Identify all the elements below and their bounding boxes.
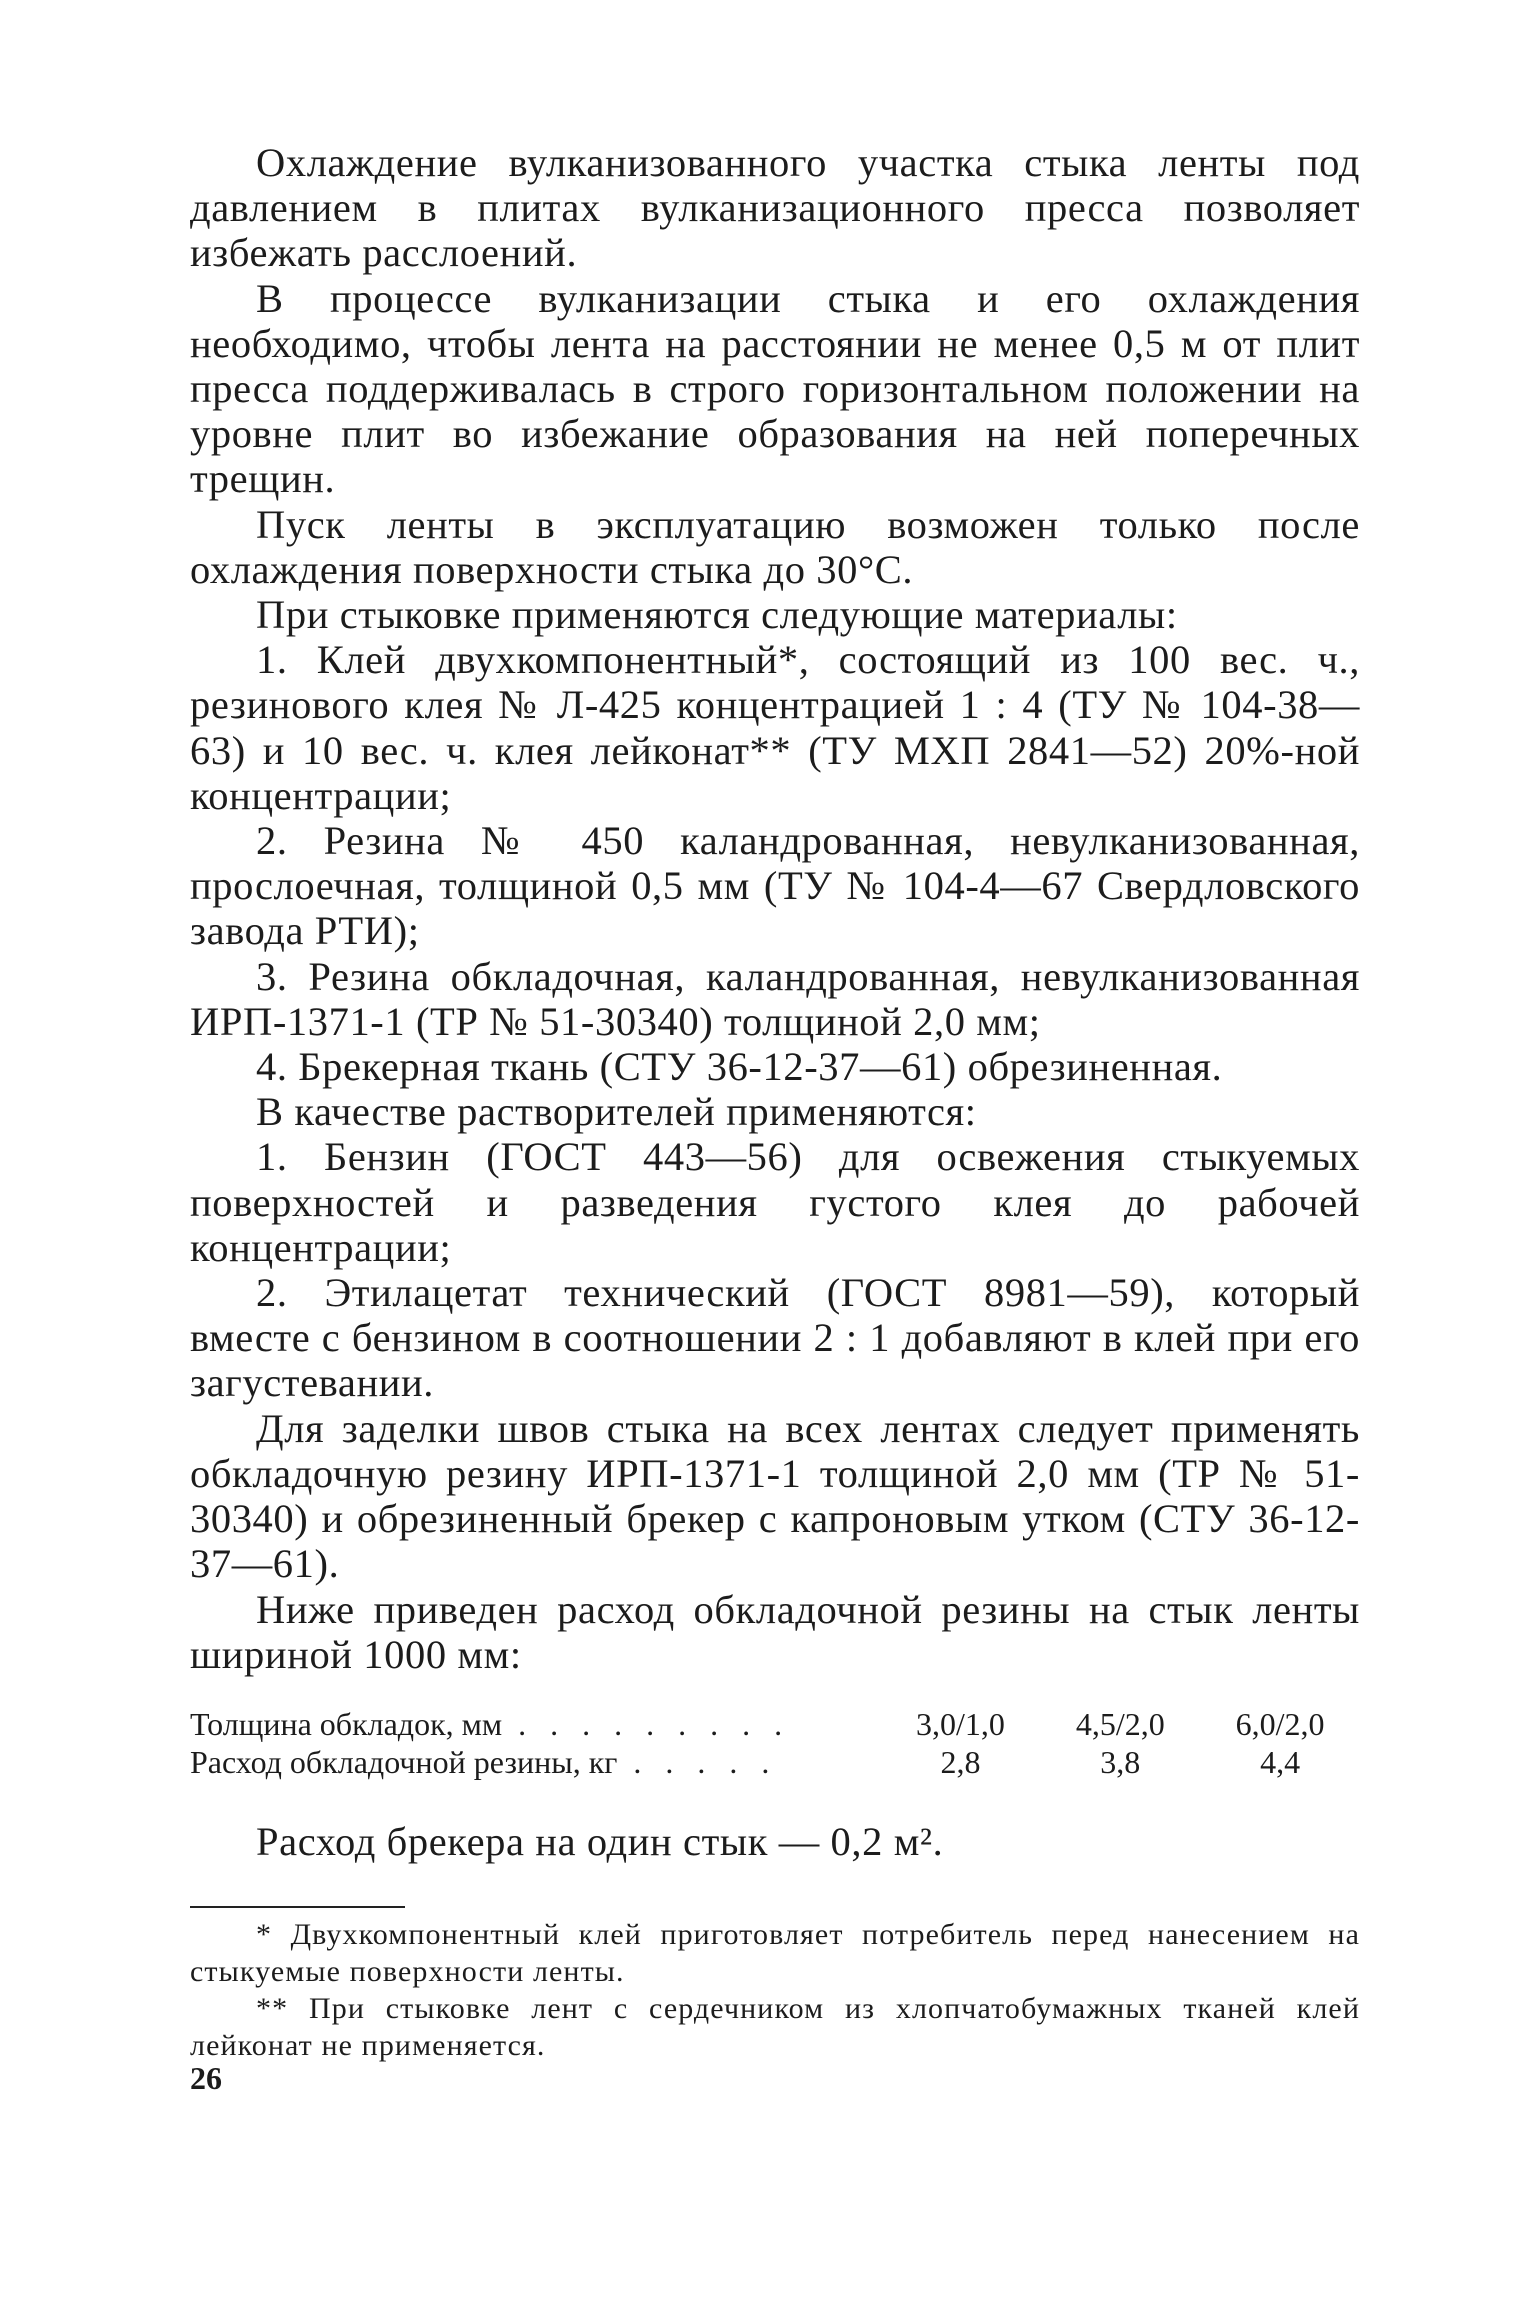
table-row-label: Расход обкладочной резины, кг — [190, 1743, 618, 1780]
table-cell: 4,4 — [1260, 1743, 1301, 1780]
paragraph-solvents-intro: В качестве растворителей применяются: — [256, 1089, 977, 1135]
table-row: Толщина обкладок, мм . . . . . . . . . 3,0/1,0 4,5/2,0 6,0/2,0 — [190, 1705, 1360, 1743]
paragraph-materials-intro: При стыковке применяются следующие материалы: — [256, 592, 1178, 638]
paragraph-startup: Пуск ленты в эксплуатацию возможен только после охлаждения поверхности стыка до 30°С. — [190, 501, 1360, 592]
paragraph-vulcanization: В процессе вулканизации стыка и его охлаждения необходимо, чтобы лента на расстоянии не менее 0,5 м от плит пресса поддерживалась в строго горизонтальном положении на уровне плит во избежание образования на ней поперечных трещин. — [190, 275, 1360, 502]
footnote-1: * Двухкомпонентный клей приготовляет потребитель перед нанесением на стыкуемые поверхности ленты. — [190, 1918, 1360, 1989]
table-cell: 6,0/2,0 — [1235, 1705, 1325, 1742]
page-number: 26 — [190, 2060, 222, 2096]
list-item-rubber-450: 2. Резина № 450 каландрованная, невулканизованная, прослоечная, толщиной 0,5 мм (ТУ № 104-4—67 Свердловского завода РТИ); — [190, 818, 1360, 954]
list-item-glue: 1. Клей двухкомпонентный*, состоящий из 100 вес. ч., резинового клея № Л-425 концентрацией 1 : 4 (ТУ № 104-38—63) и 10 вес. ч. клея лейконат** (ТУ МХП 2841—52) 20%-ной концентрации; — [190, 637, 1360, 818]
footnote-divider — [190, 1906, 405, 1908]
table-cell: 4,5/2,0 — [1075, 1705, 1165, 1742]
table-row: Расход обкладочной резины, кг . . . . . 2,8 3,8 4,4 — [190, 1743, 1360, 1781]
list-item-cover-rubber: 3. Резина обкладочная, каландрованная, невулканизованная ИРП-1371-1 (ТР № 51-30340) толщиной 2,0 мм; — [190, 953, 1360, 1044]
list-item-breaker-fabric: 4. Брекерная ткань (СТУ 36-12-37—61) обрезиненная. — [256, 1044, 1223, 1090]
page-body — [190, 140, 1360, 2064]
list-item-ethyl-acetate: 2. Этилацетат технический (ГОСТ 8981—59), который вместе с бензином в соотношении 2 : 1 добавляют в клей при его загустевании. — [190, 1270, 1360, 1406]
paragraph-consumption-intro: Ниже приведен расход обкладочной резины на стык ленты шириной 1000 мм: — [190, 1586, 1360, 1677]
paragraph-breaker-consumption: Расход брекера на один стык — 0,2 м². — [256, 1818, 944, 1864]
table-cell: 3,8 — [1100, 1743, 1141, 1780]
consumption-table — [190, 1705, 1360, 1781]
table-row-label: Толщина обкладок, мм — [190, 1705, 503, 1742]
paragraph-seams: Для заделки швов стыка на всех лентах следует применять обкладочную резину ИРП-1371-1 толщиной 2,0 мм (ТР № 51-30340) и обрезиненный брекер с капроновым утком (СТУ 36-12-37—61). — [190, 1405, 1360, 1587]
table-cell: 3,0/1,0 — [916, 1705, 1005, 1742]
table-cell: 2,8 — [940, 1743, 981, 1780]
footnote-2: ** При стыковке лент с сердечником из хлопчатобумажных тканей клей лейконат не применяется. — [190, 1992, 1360, 2063]
paragraph-cooling: Охлаждение вулканизованного участка стыка ленты под давлением в плитах вулканизационного пресса позволяет избежать расслоений. — [190, 140, 1360, 276]
list-item-benzine: 1. Бензин (ГОСТ 443—56) для освежения стыкуемых поверхностей и разведения густого клея до рабочей концентрации; — [190, 1134, 1360, 1270]
